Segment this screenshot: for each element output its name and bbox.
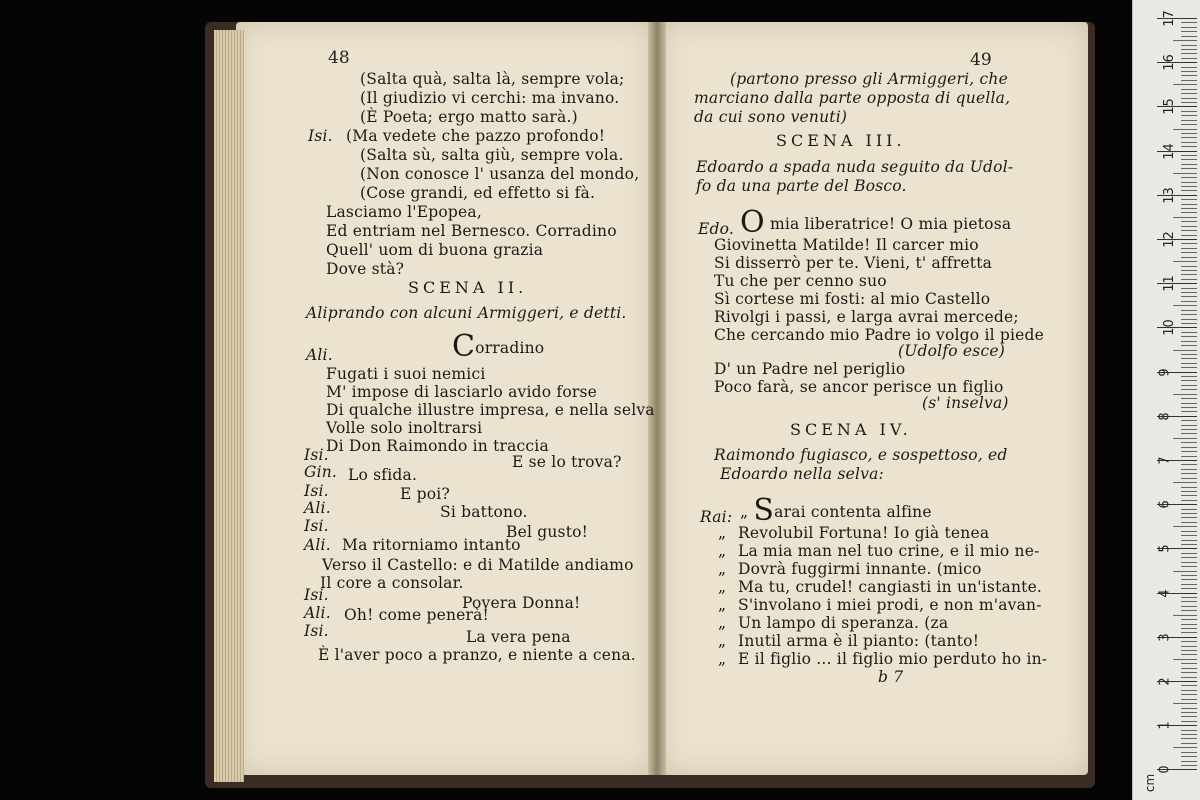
ruler-minor-tick [1173,526,1197,527]
ruler-minor-tick [1181,597,1197,598]
text-line: Il core a consolar. [320,574,464,592]
ruler-tick [1157,456,1197,465]
text-line: Volle solo inoltrarsi [326,419,483,437]
ruler-minor-tick [1181,734,1197,735]
ruler-minor-tick [1181,407,1197,408]
dialogue-first-line [740,493,932,528]
text-line: M' impose di lasciarlo avido forse [326,383,598,401]
ruler-minor-tick [1181,22,1197,23]
ruler-minor-tick [1181,712,1197,713]
ruler-minor-tick [1181,425,1197,426]
text-line: Lasciamo l'Epopea, [326,203,482,221]
ruler-minor-tick [1181,469,1197,470]
ruler-tick [1157,765,1197,775]
ruler-minor-tick [1181,124,1197,125]
text-line: Bel gusto! [506,523,589,541]
speaker-label: Isi. [304,482,329,500]
ruler-minor-tick [1181,756,1197,757]
stage-direction: Raimondo fugiasco, e sospettoso, ed [714,446,1008,464]
quote-mark: „ [718,542,727,560]
ruler-minor-tick [1181,487,1197,488]
ruler-minor-tick [1181,513,1197,514]
text-line: Povera Donna! [462,594,581,612]
ruler-minor-tick [1181,345,1197,346]
ruler-minor-tick [1181,619,1197,620]
ruler-minor-tick [1181,699,1197,700]
ruler-minor-tick [1181,566,1197,567]
text-line: Che cercando mio Padre io volgo il piede [714,326,1045,344]
text-line: Ed entriam nel Bernesco. Corradino [326,222,617,240]
ruler-minor-tick [1181,257,1197,258]
text-line: Sì cortese mi fosti: al mio Castello [714,290,991,308]
ruler-minor-tick [1181,628,1197,629]
ruler-label: 0 [1157,765,1173,775]
ruler-minor-tick [1181,292,1197,293]
speaker-label: Gin. [304,463,338,481]
ruler-minor-tick [1181,45,1197,46]
ruler-minor-tick [1181,575,1197,576]
ruler-minor-tick [1181,111,1197,112]
stage-direction: da cui sono venuti) [694,108,848,126]
ruler-minor-tick [1181,164,1197,165]
speaker-label: Isi. [304,517,329,535]
ruler-minor-tick [1173,84,1197,85]
text-line: (Non conosce l' usanza del mondo, [360,165,640,183]
stage-direction: Edoardo nella selva: [720,465,884,483]
ruler-minor-tick [1173,659,1197,660]
text-line: mia liberatrice! O mia pietosa [769,215,1012,233]
quote-mark: „ [718,524,727,542]
ruler-minor-tick [1173,217,1197,218]
ruler-minor-tick [1181,177,1197,178]
ruler-minor-tick [1181,743,1197,744]
text-line: Giovinetta Matilde! Il carcer mio [714,236,979,254]
ruler-minor-tick [1181,230,1197,231]
ruler-minor-tick [1181,274,1197,275]
ruler-minor-tick [1181,562,1197,563]
ruler-minor-tick [1181,738,1197,739]
text-line: E il figlio ... il figlio mio perduto ho in- [738,650,1048,668]
ruler-minor-tick [1173,571,1197,572]
text-line: Si battono. [440,503,528,521]
ruler-minor-tick [1181,27,1197,28]
ruler-minor-tick [1181,765,1197,766]
stage-direction: fo da una parte del Bosco. [696,177,907,195]
ruler-minor-tick [1181,624,1197,625]
ruler-minor-tick [1181,199,1197,200]
text-line: E se lo trova? [512,453,622,471]
ruler-minor-tick [1181,190,1197,191]
ruler-minor-tick [1181,235,1197,236]
ruler-minor-tick [1181,716,1197,717]
ruler-minor-tick [1181,495,1197,496]
ruler-minor-tick [1181,58,1197,59]
ruler-minor-tick [1181,690,1197,691]
ruler-minor-tick [1181,411,1197,412]
text-line: Poco farà, se ancor perisce un figlio [714,378,1004,396]
ruler-tick [1157,142,1197,160]
quote-mark: „ [718,560,727,578]
ruler-minor-tick [1181,601,1197,602]
text-line: (Salta quà, salta là, sempre vola; [360,70,625,88]
ruler-minor-tick [1181,53,1197,54]
ruler-label: 16 [1161,54,1177,71]
ruler-label: 1 [1157,721,1173,730]
text-line: (Il giudizio vi cerchi: ma invano. [360,89,620,107]
ruler-minor-tick [1181,517,1197,518]
ruler-minor-tick [1181,98,1197,99]
ruler-minor-tick [1181,89,1197,90]
ruler-tick [1157,677,1197,686]
stage-direction: marciano dalla parte opposta di quella, [694,89,1011,107]
text-line: Verso il Castello: e di Matilde andiamo [322,556,634,574]
ruler-minor-tick [1181,252,1197,253]
ruler-minor-tick [1173,261,1197,262]
scene-heading: SCENA IV. [790,420,912,439]
ruler-minor-tick [1181,212,1197,213]
ruler-minor-tick [1181,296,1197,297]
ruler-minor-tick [1181,354,1197,355]
ruler-minor-tick [1181,752,1197,753]
text-line: (Ma vedete che pazzo profondo! [346,127,606,145]
text-line: Dovrà fuggirmi innante. (mico [738,560,982,578]
ruler-minor-tick [1181,358,1197,359]
ruler-minor-tick [1181,685,1197,686]
ruler-minor-tick [1181,323,1197,324]
ruler-minor-tick [1181,451,1197,452]
ruler-minor-tick [1181,168,1197,169]
ruler-minor-tick [1181,221,1197,222]
ruler-minor-tick [1181,531,1197,532]
ruler-tick [1157,721,1197,730]
ruler-minor-tick [1181,420,1197,421]
text-line: Ma tu, crudel! cangiasti in un'istante. [738,578,1043,596]
text-line: Quell' uom di buona grazia [326,241,544,259]
ruler-minor-tick [1181,588,1197,589]
text-line: Dove stà? [326,260,405,278]
ruler-minor-tick [1181,464,1197,465]
ruler-minor-tick [1181,137,1197,138]
ruler-minor-tick [1181,80,1197,81]
ruler-label: 15 [1161,98,1177,116]
ruler-minor-tick [1181,314,1197,315]
quote-mark: „ [718,632,727,650]
ruler-tick [1157,98,1197,116]
ruler-label: 17 [1161,10,1177,27]
text-line: orradino [475,339,545,357]
ruler-label: 12 [1161,231,1177,248]
ruler-label: 8 [1157,412,1173,421]
dialogue-first-line [452,329,545,364]
text-line: S'involano i miei prodi, e non m'avan- [738,596,1042,614]
ruler-minor-tick [1181,336,1197,337]
ruler-label: 13 [1161,187,1177,204]
ruler-minor-tick [1173,394,1197,395]
ruler-minor-tick [1181,540,1197,541]
ruler-minor-tick [1181,186,1197,187]
ruler-tick [1157,187,1197,204]
ruler-tick [1157,633,1197,642]
stage-direction: (partono presso gli Armiggeri, che [730,70,1008,88]
text-line: (Salta sù, salta giù, sempre vola. [360,146,624,164]
scene-heading: SCENA II. [408,278,528,297]
ruler-minor-tick [1173,615,1197,616]
ruler-minor-tick [1181,456,1197,457]
ruler-minor-tick [1181,442,1197,443]
ruler-tick [1157,412,1197,421]
ruler-label: 9 [1157,367,1173,377]
stage-direction: (Udolfo esce) [898,342,1005,360]
text-line: La vera pena [466,628,571,646]
ruler-minor-tick [1181,473,1197,474]
ruler-minor-tick [1181,49,1197,50]
text-line: Un lampo di speranza. (za [738,614,949,632]
speaker-label: Edo. [698,220,735,238]
ruler-minor-tick [1181,243,1197,244]
ruler-minor-tick [1181,403,1197,404]
ruler-minor-tick [1181,133,1197,134]
quote-mark: „ [718,614,727,632]
drop-cap: S [753,493,775,528]
text-line: Ma ritorniamo intanto [342,536,521,554]
ruler-minor-tick [1181,204,1197,205]
ruler-minor-tick [1181,380,1197,381]
ruler-minor-tick [1181,75,1197,76]
ruler-minor-tick [1181,208,1197,209]
text-line: La mia man nel tuo crine, e il mio ne- [738,542,1040,560]
ruler-minor-tick [1173,173,1197,174]
ruler-minor-tick [1181,606,1197,607]
quote-mark: „ [718,650,727,668]
ruler-minor-tick [1181,654,1197,655]
ruler-minor-tick [1181,478,1197,479]
page-number-left: 48 [328,48,350,68]
speaker-label: Isi. [304,446,329,464]
ruler-minor-tick [1181,668,1197,669]
ruler-minor-tick [1181,93,1197,94]
text-line: Fugati i suoi nemici [326,365,486,383]
speaker-label: Isi. [308,127,333,145]
ruler-minor-tick [1181,535,1197,536]
ruler-minor-tick [1181,447,1197,448]
ruler-minor-tick [1181,341,1197,342]
text-line: E poi? [400,485,450,503]
ruler-minor-tick [1181,120,1197,121]
ruler-minor-tick [1173,40,1197,41]
text-line: Tu che per cenno suo [714,272,887,290]
text-line: Rivolgi i passi, e larga avrai mercede; [714,308,1019,326]
signature-mark: b 7 [878,668,904,686]
ruler-minor-tick [1181,385,1197,386]
speaker-label: Ali. [304,499,331,517]
ruler-minor-tick [1181,694,1197,695]
speaker-label: Isi. [304,622,329,640]
scene-heading: SCENA III. [776,131,906,150]
ruler-tick [1157,54,1197,71]
ruler-minor-tick [1181,226,1197,227]
speaker-label: Ali. [304,536,331,554]
ruler-minor-tick [1181,182,1197,183]
ruler-minor-tick [1181,677,1197,678]
ruler-minor-tick [1181,67,1197,68]
ruler-label: 5 [1157,544,1173,554]
ruler-minor-tick [1181,641,1197,642]
ruler-minor-tick [1181,650,1197,651]
ruler-tick [1157,319,1197,337]
ruler-label: 7 [1157,456,1173,465]
ruler-minor-tick [1181,610,1197,611]
ruler-minor-tick [1181,270,1197,271]
ruler-minor-tick [1181,248,1197,249]
ruler-minor-tick [1181,557,1197,558]
ruler-minor-tick [1181,522,1197,523]
ruler-minor-tick [1181,491,1197,492]
ruler-minor-tick [1181,646,1197,647]
text-line: Revolubil Fortuna! Io già tenea [738,524,990,542]
ruler-minor-tick [1181,301,1197,302]
ruler-minor-tick [1181,544,1197,545]
ruler-minor-tick [1181,433,1197,434]
ruler-minor-tick [1181,376,1197,377]
ruler-label: 3 [1157,633,1173,642]
ruler-minor-tick [1181,584,1197,585]
text-line: (È Poeta; ergo matto sarà.) [360,108,578,126]
ruler-minor-tick [1181,632,1197,633]
quote-mark: „ [718,578,727,596]
text-line: arai contenta alfine [774,503,932,521]
speaker-label: Isi. [304,586,329,604]
ruler-minor-tick [1181,155,1197,156]
ruler-minor-tick [1181,672,1197,673]
text-line: Si disserrò per te. Vieni, t' affretta [714,254,993,272]
ruler-minor-tick [1181,509,1197,510]
speaker-label: Rai: [700,508,733,526]
ruler-minor-tick [1181,367,1197,368]
ruler-minor-tick [1181,36,1197,37]
quote-mark: „ [740,503,749,521]
ruler-label: 10 [1161,319,1177,337]
ruler-minor-tick [1173,129,1197,130]
ruler-minor-tick [1181,102,1197,103]
book-gutter [648,22,666,775]
ruler-minor-tick [1173,350,1197,351]
ruler-minor-tick [1181,332,1197,333]
ruler-minor-tick [1181,319,1197,320]
ruler-tick [1157,275,1197,292]
text-line: D' un Padre nel periglio [714,360,906,378]
ruler-tick [1157,10,1197,27]
ruler-label: 4 [1157,588,1173,598]
text-line: Di Don Raimondo in traccia [326,437,549,455]
ruler-minor-tick [1181,553,1197,554]
ruler-minor-tick [1181,71,1197,72]
text-line: Lo sfida. [348,466,418,484]
ruler-minor-tick [1181,721,1197,722]
ruler-minor-tick [1181,708,1197,709]
ruler-minor-tick [1181,429,1197,430]
stage-direction: Edoardo a spada nuda seguito da Udol- [696,158,1014,176]
quote-mark: „ [718,596,727,614]
ruler-minor-tick [1181,398,1197,399]
text-line: È l'aver poco a pranzo, e niente a cena. [318,646,636,664]
ruler-minor-tick [1181,761,1197,762]
text-line: Di qualche illustre impresa, e nella selva [326,401,655,419]
ruler-label: 11 [1161,275,1177,292]
ruler-minor-tick [1173,482,1197,483]
dialogue-first-line [740,205,1012,240]
drop-cap: C [452,329,476,364]
ruler-minor-tick [1181,146,1197,147]
ruler-minor-tick [1173,703,1197,704]
ruler-label: 2 [1157,677,1173,686]
ruler-tick [1157,231,1197,248]
ruler-minor-tick [1181,663,1197,664]
page-edges [214,30,244,782]
ruler-label: 6 [1157,500,1173,509]
ruler-minor-tick [1173,305,1197,306]
stage-direction: (s' inselva) [922,394,1009,412]
speaker-label: Ali. [306,346,333,364]
ruler-minor-tick [1173,747,1197,748]
ruler-tick [1157,500,1197,509]
page-number-right: 49 [970,50,992,70]
ruler-minor-tick [1181,159,1197,160]
measurement-ruler [1132,0,1200,800]
speaker-label: Ali. [304,604,331,622]
ruler-minor-tick [1173,438,1197,439]
drop-cap: O [740,205,765,240]
ruler-minor-tick [1181,142,1197,143]
ruler-minor-tick [1181,115,1197,116]
ruler-minor-tick [1181,389,1197,390]
text-line: Inutil arma è il pianto: (tanto! [738,632,980,650]
ruler-minor-tick [1181,579,1197,580]
text-line: Oh! come penerà! [344,606,489,624]
ruler-tick [1157,544,1197,554]
ruler-minor-tick [1181,500,1197,501]
text-line: (Cose grandi, ed effetto si fà. [360,184,596,202]
ruler-minor-tick [1181,363,1197,364]
ruler-minor-tick [1181,310,1197,311]
ruler-minor-tick [1181,730,1197,731]
ruler-minor-tick [1181,31,1197,32]
ruler-tick [1157,588,1197,598]
ruler-tick [1157,367,1197,377]
stage-direction: Aliprando con alcuni Armiggeri, e detti. [306,304,627,322]
ruler-minor-tick [1181,279,1197,280]
ruler-minor-tick [1181,266,1197,267]
ruler-unit: cm [1143,773,1158,793]
ruler-label: 14 [1161,142,1177,160]
ruler-minor-tick [1181,288,1197,289]
